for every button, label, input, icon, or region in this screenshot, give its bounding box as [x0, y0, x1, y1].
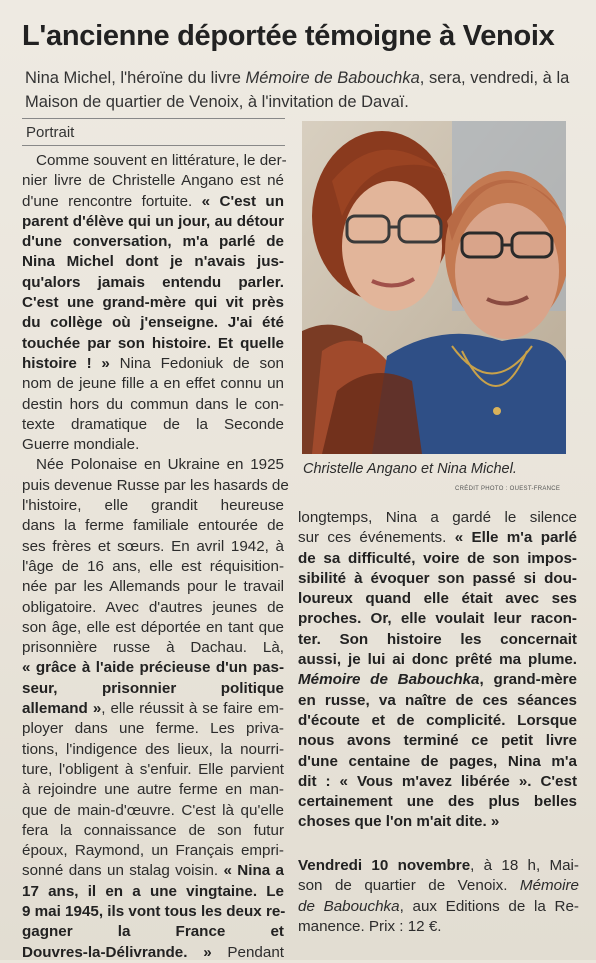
col1-line: allemand », elle réussit à se faire em- — [22, 700, 284, 718]
info-line: Vendredi 10 novembre, à 18 h, Mai- — [298, 857, 579, 874]
col1-line: texte dramatique de la Seconde — [22, 415, 284, 433]
col1-line: Douvres-la-Délivrande. » Pendant — [22, 943, 284, 961]
col1-line: nier livre de Christelle Angano est né — [22, 172, 284, 190]
col1-line: Guerre mondiale. — [22, 436, 140, 454]
col1-line: touchée par son histoire. Et quelle — [22, 334, 284, 352]
col1-line: son âge, elle est déportée en tant que — [22, 618, 284, 636]
lede-text-end: , sera, vendredi, à la Maison de quartier de Venoix, à l'invitation de Davaï. — [25, 69, 570, 111]
col1-line: 17 ans, il en a une vingtaine. Le — [22, 882, 284, 900]
col1-line: à rejoindre une autre ferme en man- — [22, 781, 284, 799]
col2-line: ter. Son histoire les concernait — [298, 630, 577, 648]
col1-line: C'est une grand-mère qui vit près — [22, 294, 284, 312]
col1-line: dans la ferme familiale entourée de — [22, 517, 284, 535]
col1-line: ployer dans une ferme. Les priva- — [22, 720, 284, 738]
col1-line: puis devenue Russe par les hasards de — [22, 476, 289, 494]
col1-line: seur, prisonnier politique — [22, 679, 284, 697]
col2-line: certainement une des plus belles — [298, 793, 577, 811]
portrait-photo — [302, 121, 566, 454]
col2-line: aussi, je lui ai donc prêté ma plume. — [298, 651, 577, 669]
info-line: son de quartier de Venoix. Mémoire — [298, 877, 579, 895]
event-info — [298, 856, 579, 937]
col1-line: Nina Michel dont je n'avais jus- — [22, 253, 284, 271]
lede-book-title: Mémoire de Babouchka — [245, 69, 420, 87]
col1-line: fera la connaissance de son futur — [22, 821, 284, 839]
col2-line: en russe, va naître de ces séances — [298, 691, 577, 709]
col1-line: l'âge de 16 ans, elle est réquisition- — [22, 557, 284, 575]
col1-line: ture, l'obligent à s'enfuir. Elle parvient — [22, 760, 284, 778]
col1-line: d'une rencontre fortuite. « C'est un — [22, 192, 284, 210]
col1-line: destin hors du commun dans le con- — [22, 395, 284, 413]
col1-line: d'une conversation, m'a parlé de — [22, 233, 284, 251]
col2-line: loureux quand elle était avec ses — [298, 590, 577, 608]
photo-credit: CRÉDIT PHOTO : OUEST-FRANCE — [455, 486, 561, 492]
col1-line: que de main-d'œuvre. C'est là qu'elle — [22, 801, 284, 819]
lede — [25, 66, 585, 114]
col2-line: Mémoire de Babouchka, grand-mère — [298, 671, 577, 689]
col1-line: Comme souvent en littérature, le der- — [36, 152, 287, 169]
col1-line: qu'alors jamais entendu parler. — [22, 273, 284, 291]
rubric-bottom-rule — [22, 145, 285, 146]
photo-illustration — [302, 121, 566, 454]
col1-line: née par les Allemands pour le travail — [22, 578, 284, 596]
col1-line: prisonnière russe à Dachau. Là, — [22, 639, 284, 657]
col1-line: l'histoire, elle grandit heureuse — [22, 497, 284, 515]
article-column-1 — [22, 151, 289, 963]
col2-line: sibilité à évoquer son passé si dou- — [298, 569, 577, 587]
col2-line: dit : « Vous m'avez libérée ». C'est — [298, 772, 577, 790]
col1-line: sonné dans un stalag voisin. « Nina a — [22, 862, 284, 880]
col2-line: nous avons terminé ce petit livre — [298, 732, 577, 750]
col1-line: tions, l'indigence des lieux, la nourri- — [22, 740, 284, 758]
col1-line: 9 mai 1945, ils vont tous les deux re- — [22, 902, 286, 920]
col1-line: ses frères et sœurs. En avril 1942, à — [22, 537, 284, 555]
rubric: Portrait — [26, 124, 75, 141]
col1-line: obligatoire. Avec d'autres jeunes de — [22, 598, 284, 616]
col1-line: époux, Raymond, un Français empri- — [22, 842, 284, 860]
lede-text-start: Nina Michel, l'héroïne du livre — [25, 69, 246, 87]
col1-line: gagner la France et — [22, 923, 284, 941]
col2-line: longtemps, Nina a gardé le silence — [298, 509, 577, 526]
rubric-top-rule — [22, 118, 285, 119]
col2-line: proches. Or, elle voulait leur racon- — [298, 610, 577, 628]
article-column-2 — [298, 508, 577, 833]
col2-line: d'une centaine de pages, Nina m'a — [298, 752, 577, 770]
col1-line: nom de jeune fille a en effet connu un — [22, 375, 284, 393]
col2-line: choses que l'on m'ait dite. » — [298, 813, 500, 831]
col2-line: d'écoute et de complicité. Lorsque — [298, 711, 577, 729]
col2-line: sur ces événements. « Elle m'a parlé — [298, 529, 577, 547]
info-line: de Babouchka, aux Editions de la Re- — [298, 897, 579, 915]
headline: L'ancienne déportée témoigne à Venoix — [22, 20, 555, 52]
col1-line: parent d'élève qui un jour, au détour — [22, 212, 284, 230]
photo-caption: Christelle Angano et Nina Michel. — [303, 461, 517, 477]
info-line: manence. Prix : 12 €. — [298, 917, 442, 935]
col1-line: Née Polonaise en Ukraine en 1925 — [36, 456, 284, 474]
col1-line: histoire ! » Nina Fedoniuk de son — [22, 354, 284, 372]
col1-line: du collège où j'enseigne. J'ai été — [22, 314, 284, 332]
col1-line: « grâce à l'aide précieuse d'un pas- — [22, 659, 284, 677]
col2-line: de sa difficulté, voire de son impos- — [298, 549, 577, 567]
